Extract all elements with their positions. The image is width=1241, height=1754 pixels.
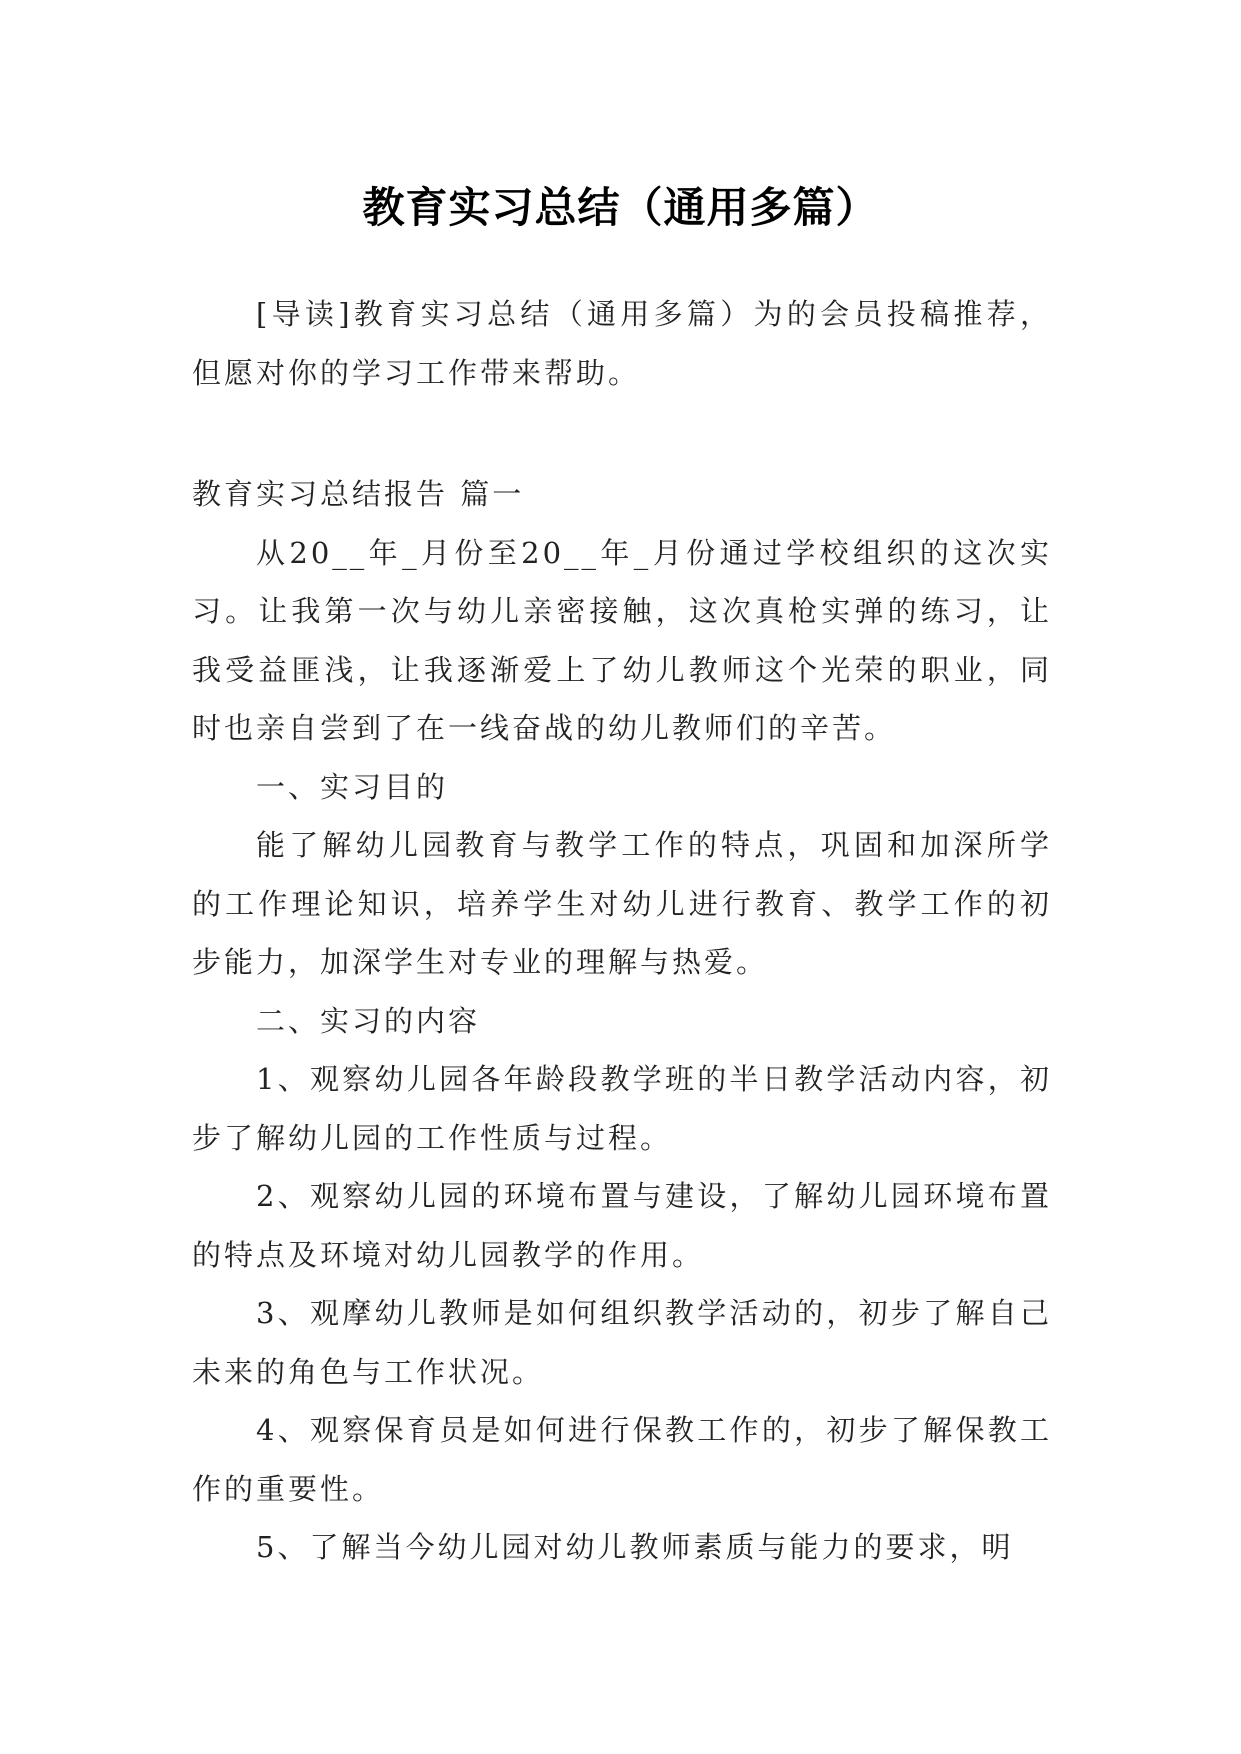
intro-block: [192, 285, 1052, 402]
list-item-5: 5、了解当今幼儿园对幼儿教师素质与能力的要求，明: [256, 1530, 1014, 1564]
list-item-1: 1、观察幼儿园各年龄段教学班的半日教学活动内容，初步了解幼儿园的工作性质与过程。: [192, 1062, 1052, 1155]
section-block: [192, 465, 1052, 1577]
heading-objective: 一、实习目的: [256, 769, 449, 804]
intro-paragraph: [导读]教育实习总结（通用多篇）为的会员投稿推荐，但愿对你的学习工作带来帮助。: [192, 297, 1052, 390]
list-item-2: 2、观察幼儿园的环境布置与建设，了解幼儿园环境布置的特点及环境对幼儿园教学的作用。: [192, 1179, 1052, 1272]
heading-content: 二、实习的内容: [256, 1003, 481, 1038]
list-item-3: 3、观摩幼儿教师是如何组织教学活动的，初步了解自己未来的角色与工作状况。: [192, 1296, 1052, 1389]
list-item-4: 4、观察保育员是如何进行保教工作的，初步了解保教工作的重要性。: [192, 1413, 1052, 1506]
paragraph-objective: 能了解幼儿园教育与教学工作的特点，巩固和加深所学的工作理论知识，培养学生对幼儿进行教育、教学工作的初步能力，加深学生对专业的理解与热爱。: [192, 828, 1052, 979]
document-title: 教育实习总结（通用多篇）: [362, 183, 879, 233]
section-heading: 教育实习总结报告 篇一: [192, 477, 525, 511]
paragraph-intro: 从20__年_月份至20__年_月份通过学校组织的这次实习。让我第一次与幼儿亲密接触，这次真枪实弹的练习，让我受益匪浅，让我逐渐爱上了幼儿教师这个光荣的职业，同时也亲自尝到了在一线奋战的幼儿教师们的辛苦。: [192, 535, 1052, 745]
